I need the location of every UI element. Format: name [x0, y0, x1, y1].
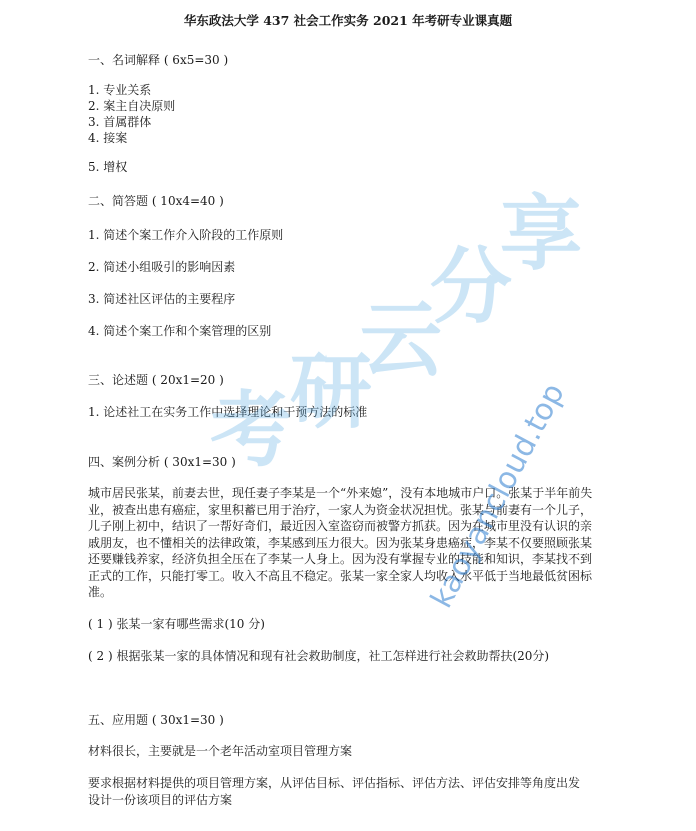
- case-question-1: ( 1 ) 张某一家有哪些需求(10 分): [88, 617, 265, 631]
- s3-item-1: 1. 论述社工在实务工作中选择理论和干预方法的标准: [88, 405, 368, 419]
- watermark-char-4: 分: [430, 239, 513, 335]
- s2-item-2: 2. 简述小组吸引的影响因素: [88, 260, 236, 274]
- watermark-char-1: 考: [210, 382, 293, 478]
- s1-item-4: 4. 接案: [88, 131, 128, 145]
- section-1-heading: 一、名词解释 ( 6x5=30 ): [88, 53, 229, 67]
- s1-item-2: 2. 案主自决原则: [88, 99, 176, 113]
- section-5-heading: 五、应用题 ( 30x1=30 ): [88, 713, 224, 727]
- s1-item-1: 1. 专业关系: [88, 83, 152, 97]
- s2-item-1: 1. 简述个案工作介入阶段的工作原则: [88, 228, 284, 242]
- watermark-url: kaoyancloud.top: [424, 377, 572, 614]
- section-2-heading: 二、简答题 ( 10x4=40 ): [88, 194, 224, 208]
- section-4-heading: 四、案例分析 ( 30x1=30 ): [88, 455, 236, 469]
- watermark-char-2: 研: [290, 344, 373, 440]
- s1-item-5: 5. 增权: [88, 160, 128, 174]
- watermark-char-5: 享: [500, 186, 583, 282]
- page-title: 华东政法大学 437 社会工作实务 2021 年考研专业课真题: [183, 13, 513, 28]
- s1-item-3: 3. 首属群体: [88, 115, 152, 129]
- s5-material-note: 材料很长，主要就是一个老年活动室项目管理方案: [88, 744, 353, 758]
- s2-item-4: 4. 简述个案工作和个案管理的区别: [88, 324, 272, 338]
- section-3-heading: 三、论述题 ( 20x1=20 ): [88, 373, 224, 387]
- case-description: 城市居民张某，前妻去世，现任妻子李某是一个“外来媳”，没有本地城市户口。张某于半年前失业，被查出患有癌症，家里积蓄已用于治疗，一家人为资金状况担忧。张某与前妻有一个儿子，儿子刚上初中，结识了一帮好奇们，最近因入室盗窃而被警方抓获。因为在城市里没有认识的亲戚朋友，也不懂相关的法律政策，李某感到压力很大。因为张某身患癌症，李某不仅要照顾张某还要赚钱养家，经济负担全压在了李某一人身上。因为没有掌握专业的技能和知识，李某找不到正式的工作，只能打零工。收入不高且不稳定。张某一家全家人均收入水平低于当地最低贫困标准。: [88, 486, 593, 599]
- watermark-char-3: 云: [360, 292, 443, 388]
- s5-requirement: 要求根据材料提供的项目管理方案，从评估目标、评估指标、评估方法、评估安排等角度出发设计一份该项目的评估方案: [88, 776, 581, 807]
- s2-item-3: 3. 简述社区评估的主要程序: [88, 292, 236, 306]
- case-question-2: ( 2 ) 根据张某一家的具体情况和现有社会救助制度，社工怎样进行社会救助帮扶(20分): [88, 649, 550, 663]
